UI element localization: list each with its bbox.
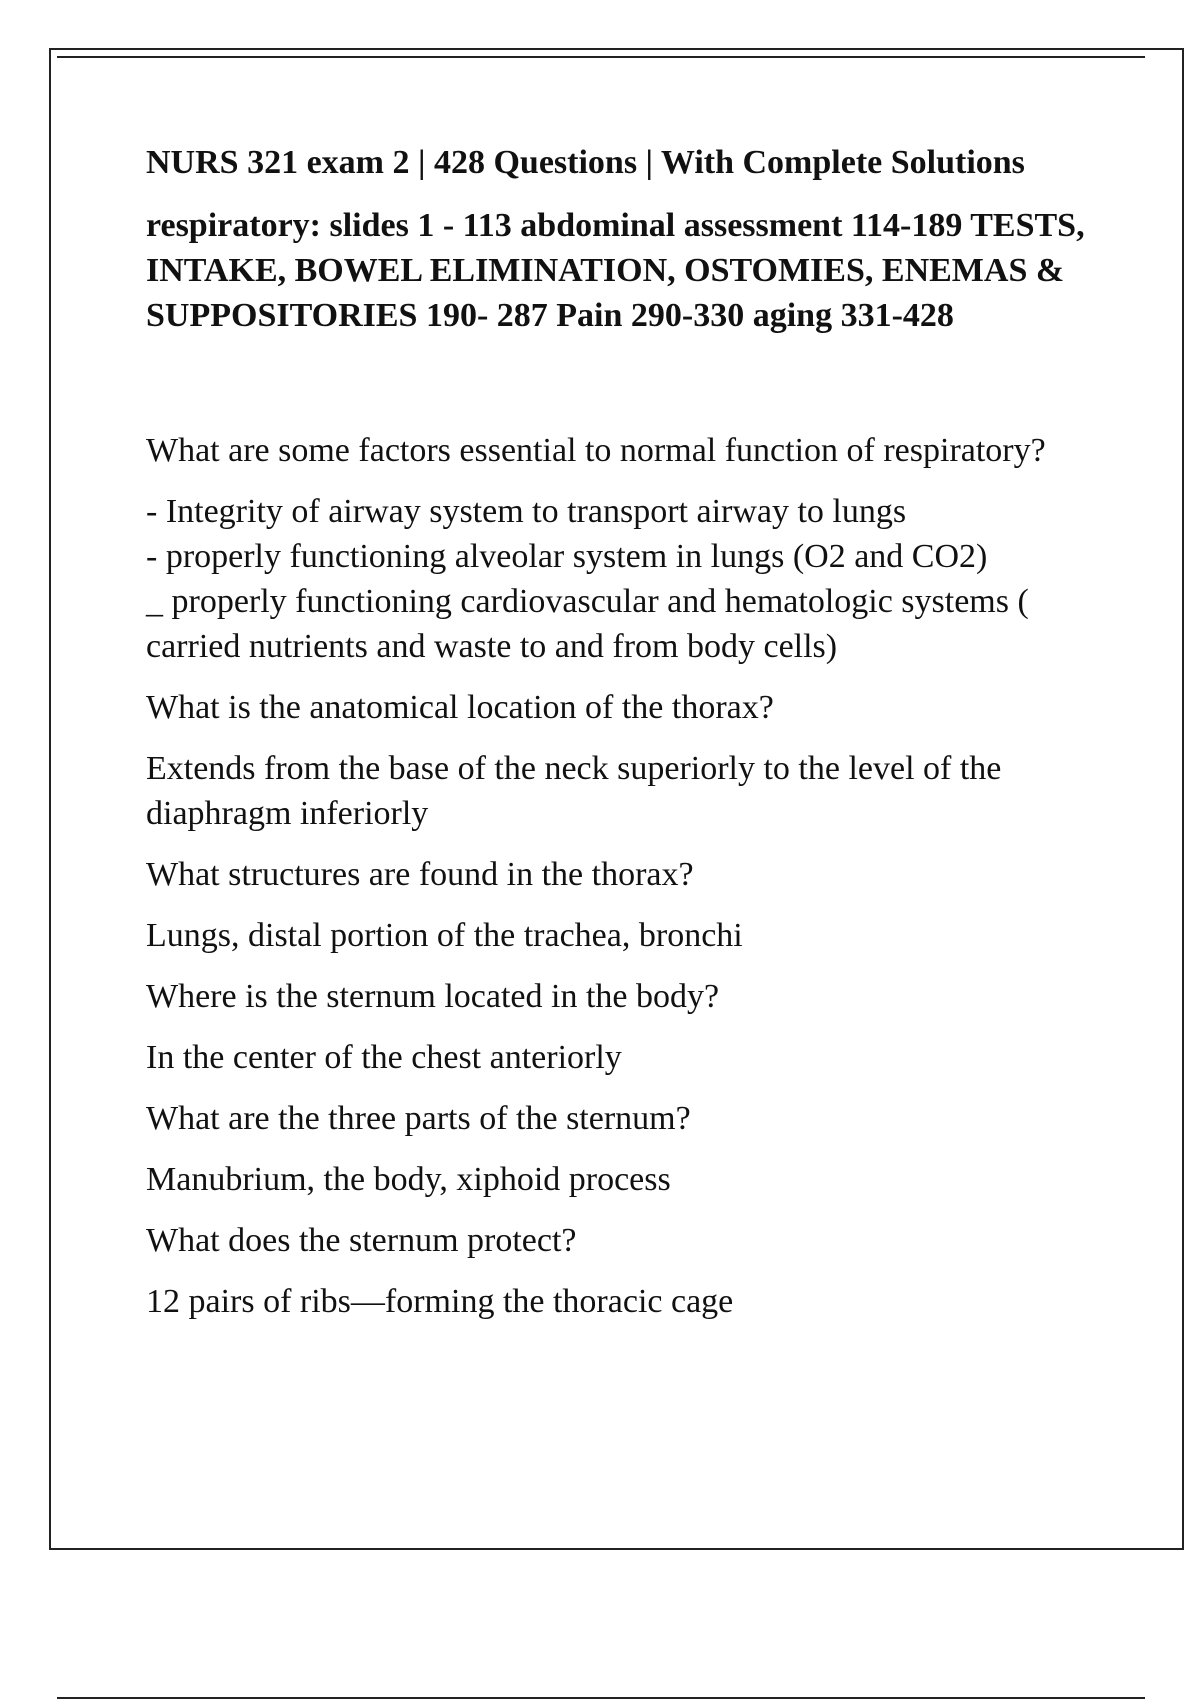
- document-title: NURS 321 exam 2 | 428 Questions | With Complete Solutions: [146, 144, 1025, 181]
- qa-list: [146, 428, 1106, 1324]
- question-text: What are some factors essential to normal function of respiratory?: [146, 432, 1046, 469]
- question-text: What is the anatomical location of the thorax?: [146, 689, 774, 726]
- answer-line: _ properly functioning cardiovascular and hematologic systems ( carried nutrients and waste to and from body cells): [146, 583, 1029, 665]
- answer-text: Lungs, distal portion of the trachea, bronchi: [146, 917, 743, 954]
- answer-line: - properly functioning alveolar system in lungs (O2 and CO2): [146, 538, 988, 575]
- document-subtitle: respiratory: slides 1 - 113 abdominal assessment 114-189 TESTS, INTAKE, BOWEL ELIMINATION, OSTOMIES, ENEMAS & SUPPOSITORIES 190- 287 Pain 290-330 aging 331-428: [146, 207, 1085, 334]
- answer-line: - Integrity of airway system to transport airway to lungs: [146, 493, 907, 530]
- document-body: [146, 141, 1106, 1340]
- answer-text: In the center of the chest anteriorly: [146, 1039, 622, 1076]
- question-text: What are the three parts of the sternum?: [146, 1100, 691, 1137]
- question-text: What structures are found in the thorax?: [146, 856, 694, 893]
- question-text: What does the sternum protect?: [146, 1222, 577, 1259]
- answer-text: Extends from the base of the neck superiorly to the level of the diaphragm inferiorly: [146, 750, 1002, 832]
- answer-text: [146, 489, 1106, 669]
- top-rule: [57, 56, 1145, 58]
- answer-text: Manubrium, the body, xiphoid process: [146, 1161, 671, 1198]
- bottom-rule: [57, 1697, 1145, 1699]
- answer-text: 12 pairs of ribs—forming the thoracic cage: [146, 1283, 734, 1320]
- question-text: Where is the sternum located in the body?: [146, 978, 720, 1015]
